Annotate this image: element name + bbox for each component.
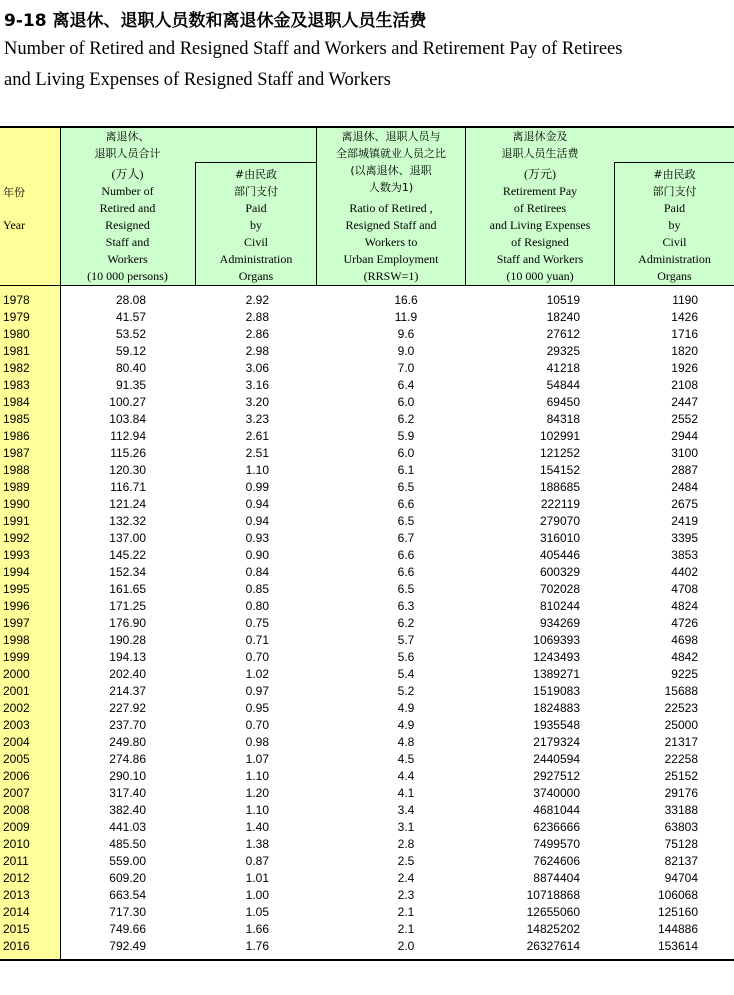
table-row — [0, 921, 734, 938]
cell-ratio: 6.1 — [397, 463, 415, 477]
cell-year: 2011 — [3, 854, 29, 868]
cell-ratio: 6.3 — [397, 599, 415, 613]
cell-civil-pay: 4698 — [671, 633, 698, 647]
cell-total-pay: 222119 — [540, 497, 580, 511]
cell-year: 1979 — [3, 310, 30, 324]
cell-total-persons: 237.70 — [109, 718, 146, 732]
cell-civil-pay: 4708 — [671, 582, 698, 596]
cell-ratio: 5.6 — [397, 650, 415, 664]
header-subline-col2 — [195, 162, 316, 163]
table-row — [0, 360, 734, 377]
cell-total-pay: 8874404 — [533, 871, 580, 885]
cell-year: 1993 — [3, 548, 30, 562]
cell-ratio: 16.6 — [394, 293, 418, 307]
table-row — [0, 904, 734, 921]
header-col-total-persons: (万人) Number of Retired and Resigned Staff and Workers (10 000 persons) — [87, 167, 168, 283]
cell-total-pay: 54844 — [546, 378, 580, 392]
cell-ratio: 2.4 — [397, 871, 415, 885]
header-col-pay-total: (万元) Retirement Pay of Retirees and Living Expenses of Resigned Staff and Workers (10 000 yuan) — [489, 167, 591, 283]
cell-total-persons: 382.40 — [109, 803, 146, 817]
cell-total-persons: 161.65 — [109, 582, 146, 596]
cell-civil-persons: 2.92 — [245, 293, 269, 307]
cell-total-persons: 121.24 — [109, 497, 146, 511]
table-row — [0, 547, 734, 564]
cell-total-persons: 137.00 — [109, 531, 146, 545]
cell-total-persons: 227.92 — [109, 701, 146, 715]
cell-total-pay: 6236666 — [533, 820, 580, 834]
cell-total-persons: 290.10 — [109, 769, 146, 783]
table-row — [0, 734, 734, 751]
cell-total-persons: 792.49 — [109, 939, 146, 953]
cell-total-pay: 1069393 — [533, 633, 580, 647]
cell-civil-pay: 3395 — [671, 531, 698, 545]
cell-civil-persons: 2.88 — [245, 310, 269, 324]
cell-civil-persons: 0.70 — [245, 650, 269, 664]
cell-total-persons: 609.20 — [109, 871, 146, 885]
table-title-english-line-1: Number of Retired and Resigned Staff and Workers and Retirement Pay of Retirees — [4, 39, 623, 59]
cell-total-persons: 116.71 — [110, 480, 146, 494]
cell-total-pay: 7624606 — [533, 854, 580, 868]
cell-total-pay: 29325 — [546, 344, 580, 358]
cell-civil-persons: 2.51 — [245, 446, 269, 460]
cell-total-persons: 190.28 — [109, 633, 146, 647]
header-col-ratio-cn: 离退休、退职人员与 全部城镇就业人员之比 (以离退休、退职 人数为1) — [336, 130, 446, 194]
table-row — [0, 819, 734, 836]
cell-total-pay: 1519083 — [533, 684, 580, 698]
header-year-cn: 年份 — [3, 186, 25, 199]
header-col-civil-persons-cn: #由民政 部门支付 — [234, 168, 278, 198]
cell-total-pay: 2179324 — [533, 735, 580, 749]
cell-total-persons: 274.86 — [109, 752, 146, 766]
cell-total-persons: 441.03 — [109, 820, 146, 834]
cell-civil-pay: 2108 — [671, 378, 698, 392]
cell-year: 1988 — [3, 463, 30, 477]
cell-civil-persons: 0.80 — [245, 599, 269, 613]
cell-ratio: 5.4 — [397, 667, 415, 681]
cell-year: 2009 — [3, 820, 30, 834]
table-row — [0, 938, 734, 955]
cell-total-persons: 559.00 — [109, 854, 146, 868]
cell-year: 1990 — [3, 497, 30, 511]
cell-total-persons: 317.40 — [109, 786, 146, 800]
cell-civil-pay: 2675 — [671, 497, 698, 511]
cell-total-persons: 91.35 — [115, 378, 146, 392]
cell-total-pay: 810244 — [539, 599, 580, 613]
cell-civil-pay: 22523 — [664, 701, 698, 715]
cell-ratio: 4.8 — [397, 735, 415, 749]
cell-civil-pay: 2419 — [671, 514, 698, 528]
cell-year: 2000 — [3, 667, 30, 681]
cell-civil-pay: 25000 — [664, 718, 698, 732]
cell-total-persons: 41.57 — [115, 310, 146, 324]
header-col-civil-pay-cn: #由民政 部门支付 — [652, 168, 697, 198]
cell-ratio: 9.0 — [397, 344, 415, 358]
cell-civil-pay: 153614 — [657, 939, 698, 953]
cell-civil-persons: 0.95 — [245, 701, 269, 715]
cell-total-pay: 14825202 — [526, 922, 580, 936]
cell-ratio: 3.4 — [397, 803, 415, 817]
cell-ratio: 11.9 — [394, 310, 418, 324]
header-group-pay-cn: 离退休金及 退职人员生活费 — [501, 130, 579, 160]
cell-ratio: 9.6 — [397, 327, 415, 341]
cell-civil-pay: 1820 — [671, 344, 698, 358]
cell-year: 1987 — [3, 446, 30, 460]
cell-total-pay: 1935548 — [533, 718, 580, 732]
cell-civil-persons: 0.70 — [245, 718, 269, 732]
cell-year: 1984 — [3, 395, 30, 409]
cell-year: 2001 — [3, 684, 30, 698]
cell-civil-persons: 2.86 — [245, 327, 269, 341]
cell-year: 1997 — [3, 616, 30, 630]
table-title-chinese: 9-18 离退休、退职人员数和离退休金及退职人员生活费 — [4, 11, 427, 31]
cell-civil-pay: 22258 — [664, 752, 698, 766]
cell-total-pay: 600329 — [539, 565, 580, 579]
cell-total-pay: 154152 — [539, 463, 580, 477]
cell-civil-persons: 0.84 — [245, 565, 269, 579]
cell-civil-pay: 33188 — [664, 803, 698, 817]
cell-total-pay: 41218 — [546, 361, 580, 375]
table-row — [0, 377, 734, 394]
cell-civil-pay: 2484 — [671, 480, 698, 494]
header-col-ratio-en: Ratio of Retired , Resigned Staff and Workers to Urban Employment (RRSW=1) — [343, 201, 439, 283]
cell-year: 2014 — [3, 905, 30, 919]
table-row — [0, 683, 734, 700]
cell-year: 2015 — [3, 922, 30, 936]
cell-ratio: 6.5 — [397, 514, 415, 528]
cell-total-persons: 103.84 — [109, 412, 146, 426]
cell-civil-pay: 1716 — [671, 327, 698, 341]
table-row — [0, 870, 734, 887]
cell-civil-persons: 0.94 — [245, 514, 269, 528]
cell-year: 1983 — [3, 378, 30, 392]
cell-civil-persons: 0.97 — [245, 684, 269, 698]
table-body — [0, 292, 734, 955]
header-bottom-rule — [0, 285, 734, 286]
cell-total-pay: 121252 — [539, 446, 580, 460]
cell-year: 1980 — [3, 327, 30, 341]
cell-year: 2002 — [3, 701, 30, 715]
cell-total-persons: 28.08 — [115, 293, 146, 307]
table-row — [0, 751, 734, 768]
cell-ratio: 6.2 — [397, 616, 415, 630]
cell-ratio: 6.7 — [397, 531, 415, 545]
table-row — [0, 666, 734, 683]
cell-ratio: 6.0 — [397, 446, 415, 460]
cell-ratio: 4.1 — [397, 786, 415, 800]
cell-civil-pay: 2944 — [671, 429, 698, 443]
cell-civil-persons: 2.61 — [245, 429, 269, 443]
cell-civil-persons: 1.76 — [245, 939, 269, 953]
cell-ratio: 2.5 — [397, 854, 415, 868]
cell-civil-pay: 4824 — [671, 599, 698, 613]
cell-civil-pay: 29176 — [664, 786, 698, 800]
cell-civil-pay: 144886 — [657, 922, 698, 936]
cell-year: 1989 — [3, 480, 30, 494]
cell-civil-pay: 3100 — [671, 446, 698, 460]
cell-civil-pay: 75128 — [664, 837, 698, 851]
cell-ratio: 6.2 — [397, 412, 415, 426]
cell-year: 1999 — [3, 650, 30, 664]
cell-civil-persons: 3.06 — [245, 361, 269, 375]
cell-civil-persons: 1.07 — [245, 752, 269, 766]
cell-civil-persons: 1.05 — [245, 905, 269, 919]
cell-civil-persons: 1.10 — [245, 769, 269, 783]
cell-civil-persons: 3.23 — [245, 412, 269, 426]
cell-civil-pay: 9225 — [671, 667, 698, 681]
cell-year: 2006 — [3, 769, 30, 783]
table-row — [0, 649, 734, 666]
cell-total-pay: 1824883 — [533, 701, 580, 715]
cell-year: 1982 — [3, 361, 30, 375]
cell-ratio: 4.9 — [397, 718, 415, 732]
table-row — [0, 768, 734, 785]
cell-year: 1985 — [3, 412, 30, 426]
cell-ratio: 6.6 — [397, 497, 415, 511]
cell-ratio: 4.5 — [397, 752, 415, 766]
cell-total-persons: 749.66 — [109, 922, 146, 936]
table-row — [0, 513, 734, 530]
cell-total-persons: 717.30 — [109, 905, 146, 919]
cell-civil-persons: 0.90 — [245, 548, 269, 562]
header-subline-col5 — [614, 162, 734, 163]
cell-total-persons: 132.32 — [109, 514, 146, 528]
cell-civil-pay: 1190 — [672, 293, 698, 307]
cell-civil-persons: 1.01 — [245, 871, 269, 885]
cell-ratio: 6.4 — [397, 378, 415, 392]
cell-total-pay: 702028 — [539, 582, 580, 596]
cell-total-pay: 2927512 — [533, 769, 580, 783]
table-row — [0, 887, 734, 904]
table-row — [0, 496, 734, 513]
cell-civil-persons: 0.71 — [245, 633, 269, 647]
cell-civil-persons: 1.20 — [245, 786, 269, 800]
cell-year: 2013 — [3, 888, 30, 902]
cell-civil-persons: 1.66 — [245, 922, 269, 936]
cell-year: 2016 — [3, 939, 30, 953]
cell-total-pay: 102991 — [539, 429, 580, 443]
cell-year: 2005 — [3, 752, 30, 766]
cell-civil-pay: 25152 — [664, 769, 698, 783]
cell-civil-persons: 0.87 — [245, 854, 269, 868]
cell-total-persons: 59.12 — [115, 344, 146, 358]
cell-year: 2004 — [3, 735, 30, 749]
cell-ratio: 6.5 — [397, 582, 415, 596]
cell-ratio: 5.9 — [397, 429, 415, 443]
cell-total-persons: 145.22 — [109, 548, 146, 562]
cell-year: 2007 — [3, 786, 30, 800]
cell-civil-persons: 0.93 — [245, 531, 269, 545]
cell-total-persons: 120.30 — [109, 463, 146, 477]
table-row — [0, 581, 734, 598]
cell-civil-persons: 2.98 — [245, 344, 269, 358]
cell-civil-pay: 2887 — [671, 463, 698, 477]
cell-ratio: 2.8 — [397, 837, 415, 851]
cell-ratio: 4.4 — [397, 769, 415, 783]
table-row — [0, 326, 734, 343]
table-row — [0, 309, 734, 326]
cell-total-pay: 1389271 — [533, 667, 580, 681]
cell-total-persons: 80.40 — [115, 361, 146, 375]
cell-total-persons: 171.25 — [109, 599, 146, 613]
table-row — [0, 530, 734, 547]
cell-year: 2010 — [3, 837, 30, 851]
cell-ratio: 2.0 — [397, 939, 415, 953]
table-row — [0, 564, 734, 581]
cell-civil-pay: 94704 — [664, 871, 698, 885]
cell-ratio: 5.2 — [397, 684, 415, 698]
cell-total-persons: 214.37 — [109, 684, 146, 698]
cell-civil-pay: 63803 — [664, 820, 698, 834]
table-row — [0, 462, 734, 479]
cell-ratio: 7.0 — [397, 361, 415, 375]
cell-civil-pay: 21317 — [664, 735, 698, 749]
cell-total-persons: 194.13 — [109, 650, 146, 664]
cell-civil-pay: 15688 — [664, 684, 698, 698]
cell-total-persons: 176.90 — [109, 616, 146, 630]
cell-total-persons: 202.40 — [109, 667, 146, 681]
cell-civil-pay: 4402 — [671, 565, 698, 579]
cell-civil-pay: 1926 — [671, 361, 698, 375]
cell-total-pay: 10718868 — [526, 888, 580, 902]
cell-civil-pay: 4726 — [671, 616, 698, 630]
cell-year: 2003 — [3, 718, 30, 732]
table-row — [0, 632, 734, 649]
cell-total-pay: 18240 — [546, 310, 580, 324]
cell-civil-persons: 1.10 — [245, 463, 269, 477]
cell-total-pay: 12655060 — [526, 905, 580, 919]
cell-total-persons: 112.94 — [110, 429, 146, 443]
cell-year: 1991 — [3, 514, 30, 528]
cell-total-pay: 3740000 — [533, 786, 580, 800]
cell-year: 1992 — [3, 531, 30, 545]
cell-civil-persons: 1.02 — [245, 667, 269, 681]
cell-year: 1996 — [3, 599, 30, 613]
cell-total-pay: 1243493 — [533, 650, 580, 664]
cell-total-persons: 663.54 — [109, 888, 146, 902]
cell-total-persons: 53.52 — [115, 327, 146, 341]
cell-total-persons: 100.27 — [109, 395, 146, 409]
cell-civil-persons: 3.16 — [245, 378, 269, 392]
cell-civil-persons: 1.00 — [245, 888, 269, 902]
header-col-civil-pay-en: Paid by Civil Administration Organs — [638, 201, 711, 283]
cell-total-persons: 249.80 — [109, 735, 146, 749]
table-row — [0, 836, 734, 853]
cell-civil-persons: 0.94 — [245, 497, 269, 511]
cell-year: 1978 — [3, 293, 30, 307]
cell-total-pay: 279070 — [539, 514, 580, 528]
cell-total-pay: 69450 — [546, 395, 580, 409]
cell-total-pay: 316010 — [539, 531, 580, 545]
cell-civil-persons: 0.98 — [245, 735, 269, 749]
cell-total-pay: 10519 — [546, 293, 580, 307]
cell-civil-persons: 1.40 — [245, 820, 269, 834]
cell-civil-persons: 0.85 — [245, 582, 269, 596]
cell-year: 1994 — [3, 565, 30, 579]
cell-ratio: 3.1 — [397, 820, 415, 834]
cell-total-pay: 27612 — [546, 327, 580, 341]
table-row — [0, 700, 734, 717]
cell-civil-pay: 4842 — [671, 650, 698, 664]
cell-total-persons: 115.26 — [110, 446, 146, 460]
cell-ratio: 2.3 — [397, 888, 415, 902]
table-row — [0, 615, 734, 632]
cell-civil-pay: 3853 — [671, 548, 698, 562]
cell-civil-persons: 0.99 — [245, 480, 269, 494]
header-group-total-cn: 离退休、 退职人员合计 — [94, 130, 161, 160]
table-row — [0, 428, 734, 445]
cell-civil-persons: 0.75 — [245, 616, 269, 630]
table-title-english-line-2: and Living Expenses of Resigned Staff and Workers — [4, 70, 391, 90]
cell-total-pay: 26327614 — [526, 939, 580, 953]
cell-year: 1986 — [3, 429, 30, 443]
cell-ratio: 2.1 — [397, 905, 415, 919]
table-row — [0, 343, 734, 360]
table-row — [0, 802, 734, 819]
table-row — [0, 445, 734, 462]
cell-civil-pay: 2552 — [671, 412, 698, 426]
cell-ratio: 6.0 — [397, 395, 415, 409]
table-bottom-rule — [0, 959, 734, 961]
header-col-civil-persons-en: Paid by Civil Administration Organs — [219, 201, 293, 283]
cell-civil-pay: 106068 — [657, 888, 698, 902]
table-row — [0, 717, 734, 734]
table-row — [0, 785, 734, 802]
cell-ratio: 6.5 — [397, 480, 415, 494]
cell-civil-persons: 3.20 — [245, 395, 269, 409]
header-year-en: Year — [3, 218, 26, 232]
cell-total-pay: 7499570 — [533, 837, 580, 851]
cell-year: 2012 — [3, 871, 30, 885]
cell-total-pay: 4681044 — [533, 803, 580, 817]
cell-ratio: 5.7 — [397, 633, 415, 647]
cell-year: 1995 — [3, 582, 30, 596]
cell-year: 1998 — [3, 633, 30, 647]
cell-total-pay: 405446 — [539, 548, 580, 562]
table-row — [0, 479, 734, 496]
cell-total-pay: 2440594 — [533, 752, 580, 766]
cell-total-pay: 934269 — [539, 616, 580, 630]
table-row — [0, 853, 734, 870]
cell-ratio: 4.9 — [397, 701, 415, 715]
cell-civil-pay: 1426 — [671, 310, 698, 324]
cell-civil-persons: 1.10 — [245, 803, 269, 817]
cell-ratio: 6.6 — [397, 548, 415, 562]
cell-ratio: 2.1 — [397, 922, 415, 936]
cell-ratio: 6.6 — [397, 565, 415, 579]
cell-total-persons: 152.34 — [109, 565, 146, 579]
cell-total-persons: 485.50 — [109, 837, 146, 851]
cell-total-pay: 84318 — [546, 412, 580, 426]
table-row — [0, 292, 734, 309]
table-row — [0, 411, 734, 428]
cell-total-pay: 188685 — [539, 480, 580, 494]
table-row — [0, 598, 734, 615]
cell-civil-pay: 82137 — [664, 854, 698, 868]
cell-year: 2008 — [3, 803, 30, 817]
cell-civil-pay: 2447 — [671, 395, 698, 409]
cell-civil-persons: 1.38 — [245, 837, 269, 851]
table-row — [0, 394, 734, 411]
cell-civil-pay: 125160 — [657, 905, 698, 919]
cell-year: 1981 — [3, 344, 30, 358]
